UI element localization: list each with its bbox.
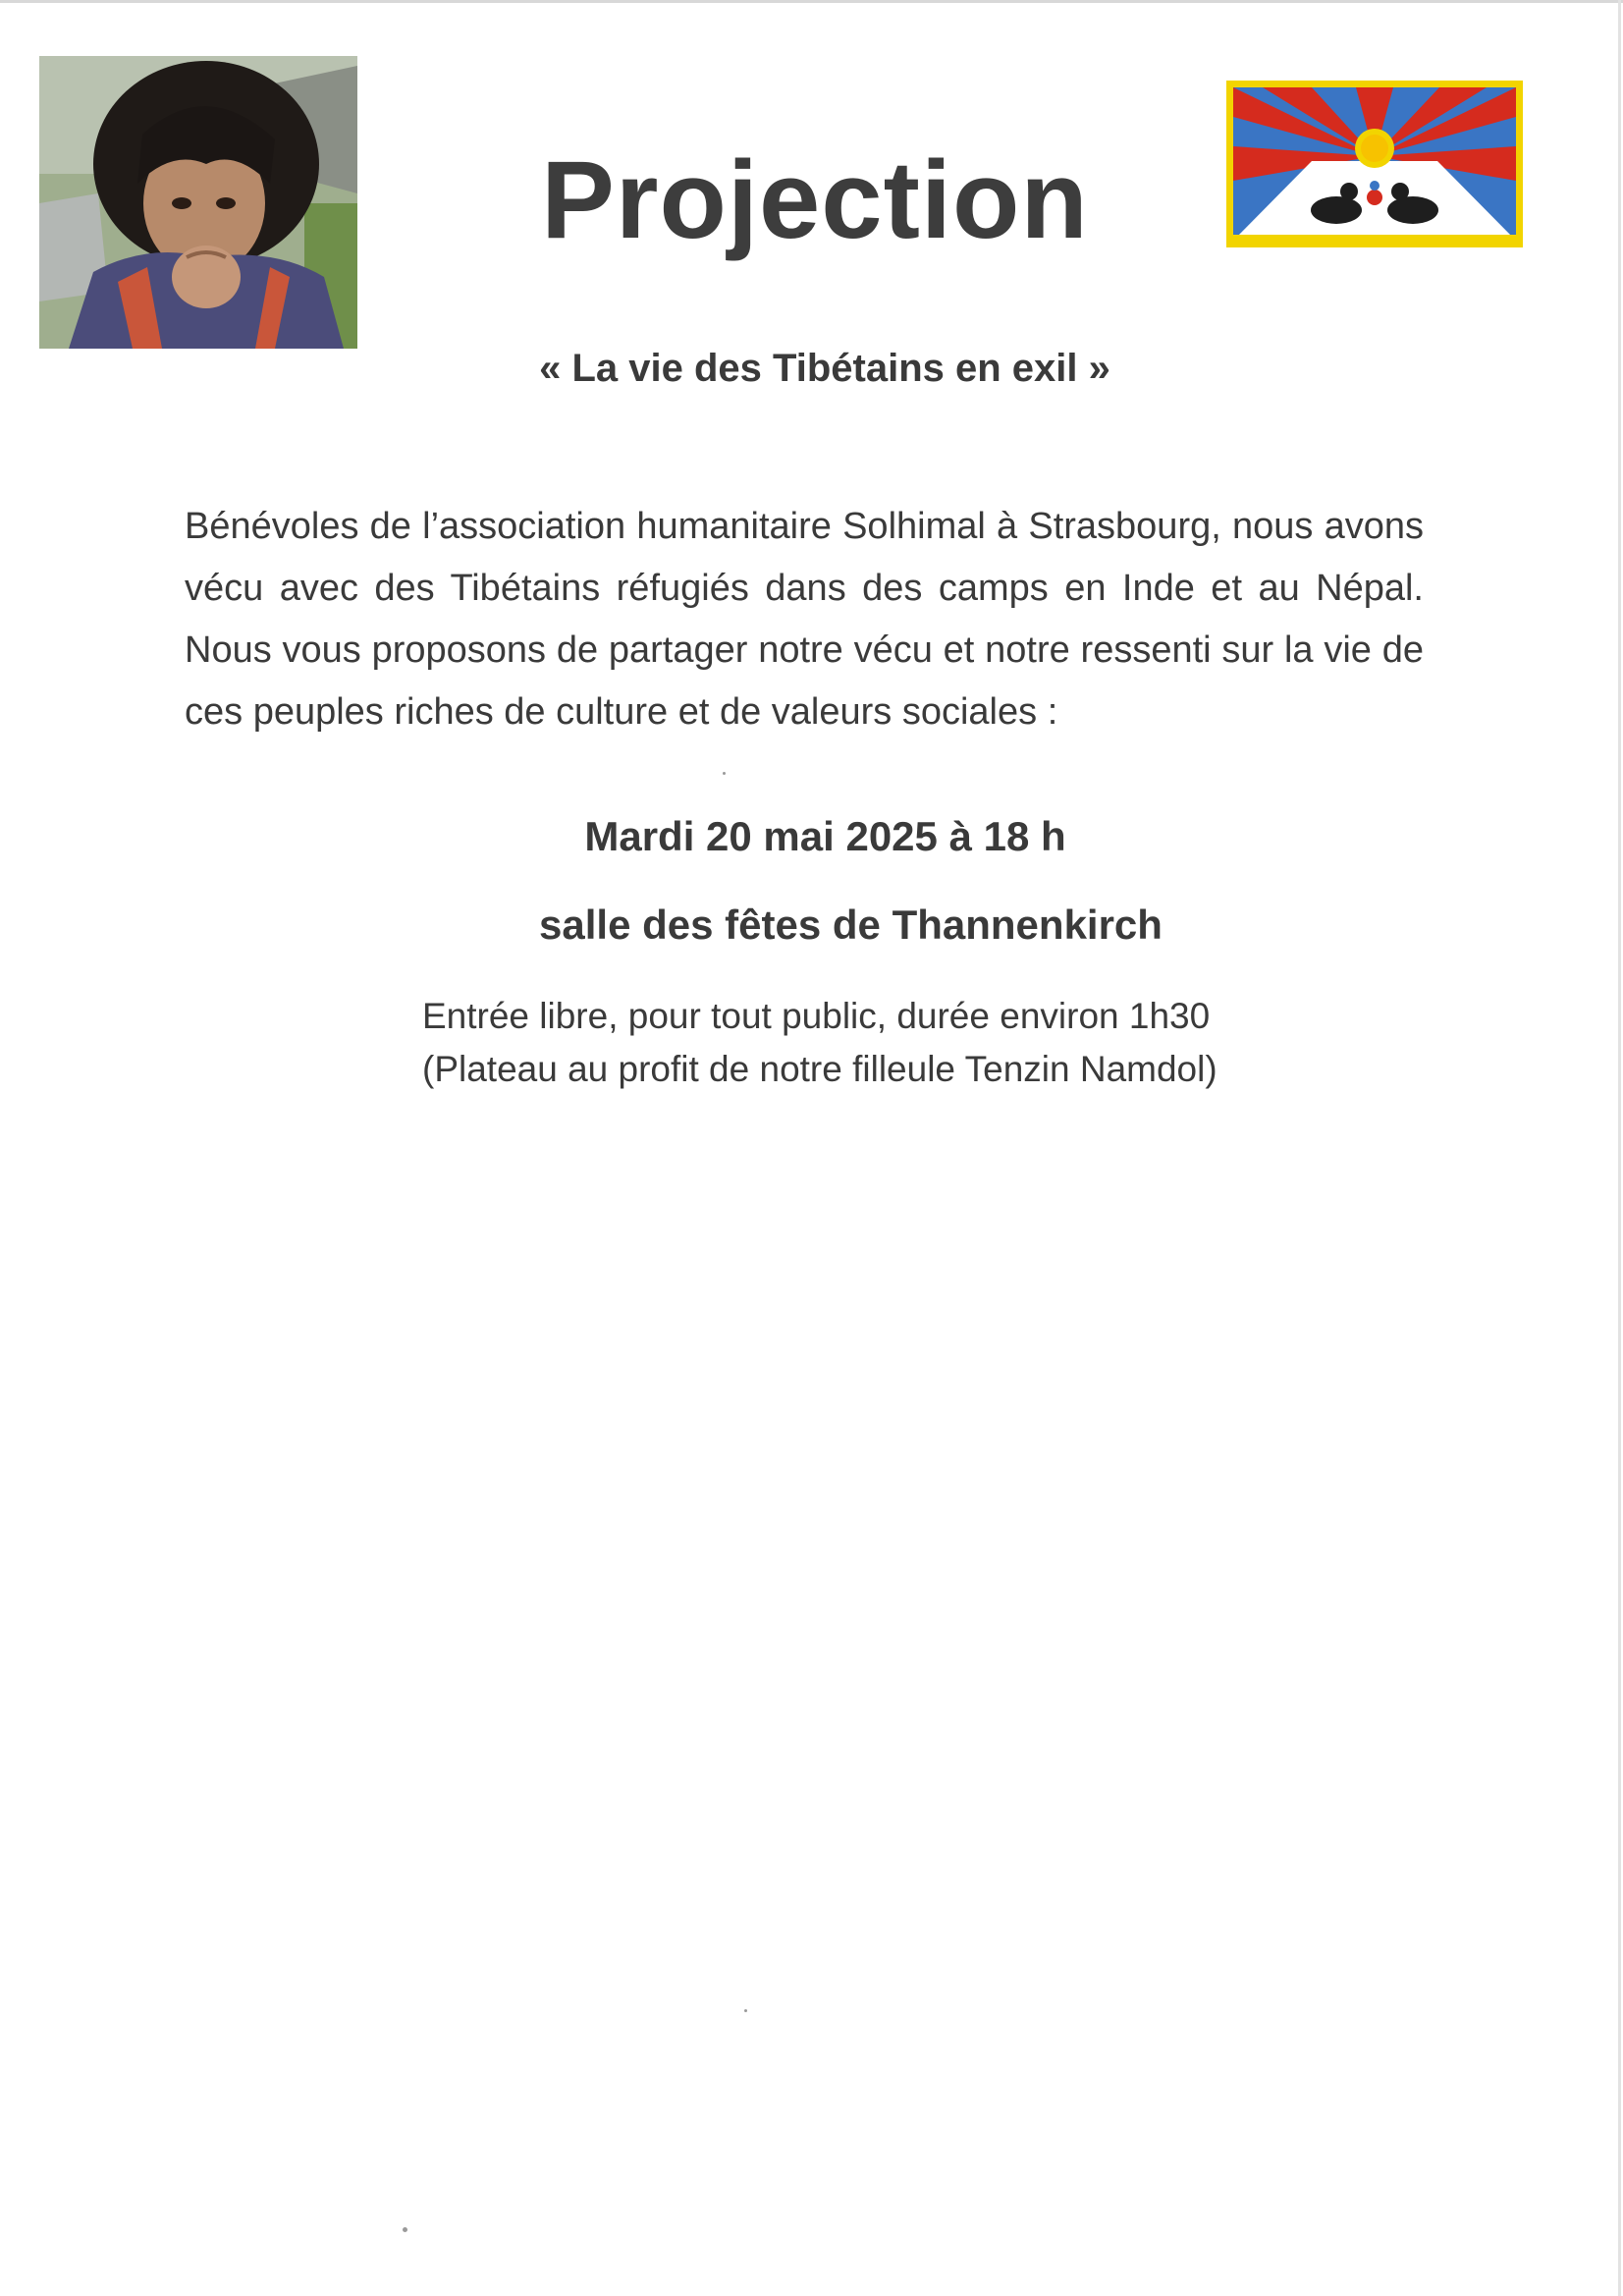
page-edge — [0, 0, 1623, 3]
tibetan-flag — [1226, 81, 1523, 247]
scan-speck — [403, 2227, 407, 2232]
scan-speck — [723, 772, 726, 775]
donation-info: (Plateau au profit de notre filleule Tenzin Namdol) — [422, 1049, 1217, 1089]
event-venue: salle des fêtes de Thannenkirch — [539, 902, 1163, 948]
event-date: Mardi 20 mai 2025 à 18 h — [584, 813, 1066, 859]
scan-speck — [744, 2009, 747, 2012]
description-paragraph: Bénévoles de l’association humanitaire Solhimal à Strasbourg, nous avons vécu avec des Tibétains réfugiés dans des camps en Inde et au Népal. Nous vous proposons de partager notre vécu et notre ressenti sur la vie de ces peuples riches de culture et de valeurs sociales : — [185, 506, 1424, 733]
event-info — [422, 990, 1404, 1096]
page-edge-right — [1618, 0, 1621, 2296]
entry-info: Entrée libre, pour tout public, durée environ 1h30 — [422, 996, 1211, 1036]
child-photo — [39, 56, 357, 349]
poster-subtitle: « La vie des Tibétains en exil » — [539, 347, 1110, 390]
poster-title: Projection — [541, 138, 1089, 261]
